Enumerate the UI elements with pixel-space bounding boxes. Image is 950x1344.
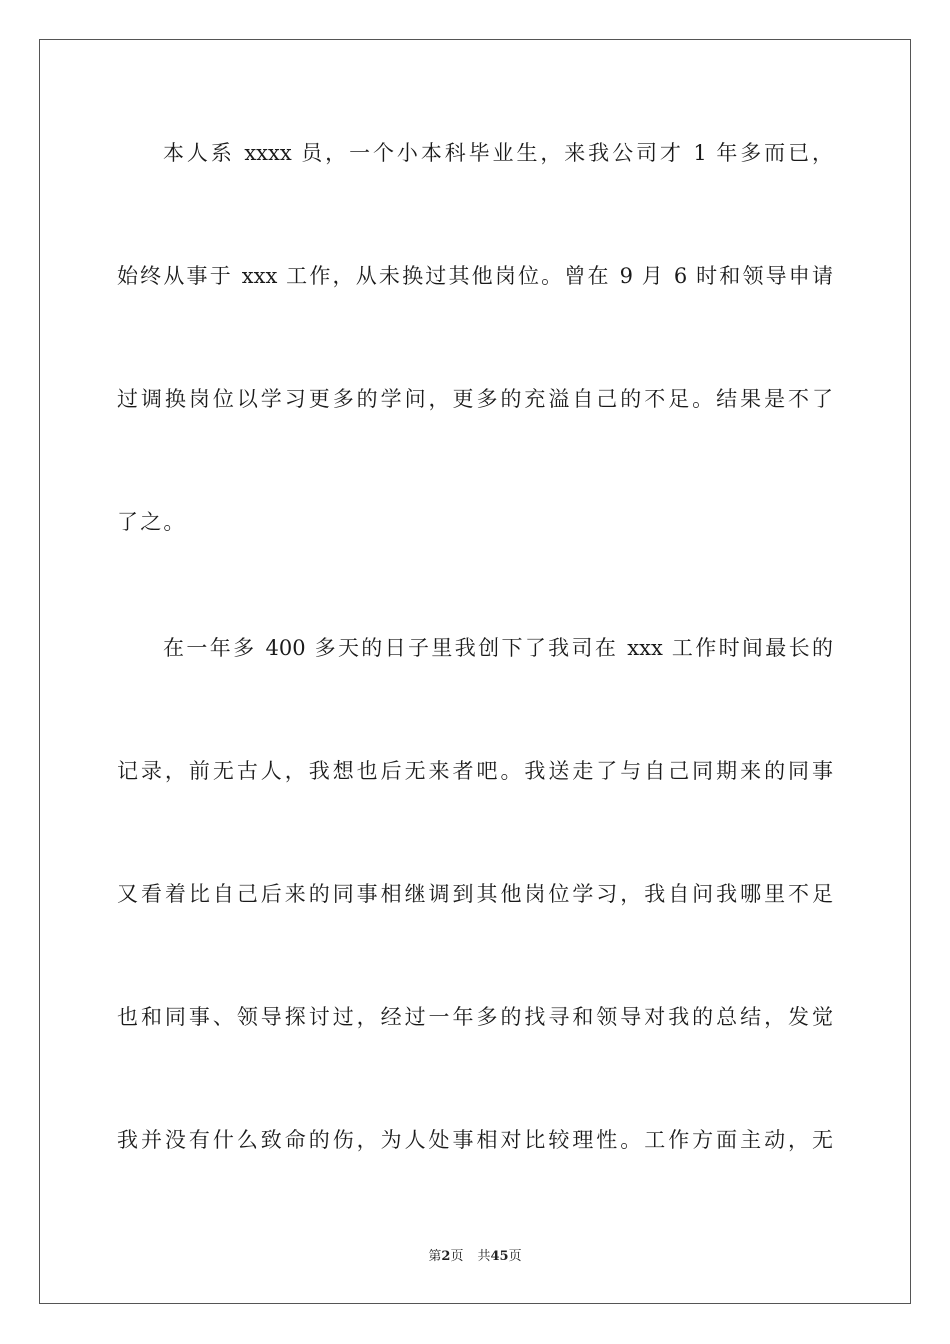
page-border bbox=[39, 39, 911, 1304]
paragraph-2-line-2: 记录，前无古人，我想也后无来者吧。我送走了与自己同期来的同事 bbox=[117, 759, 833, 783]
total-pages: 45 bbox=[490, 1249, 509, 1264]
page-number: 2 bbox=[441, 1249, 451, 1264]
paragraph-1-line-4: 了之。 bbox=[117, 510, 187, 534]
page-number-label: 第2页 bbox=[428, 1249, 464, 1264]
paragraph-1-line-2: 始终从事于 xxx 工作，从未换过其他岗位。曾在 9 月 6 时和领导申请 bbox=[117, 264, 833, 288]
paragraph-1-line-1: 本人系 xxxx 员，一个小本科毕业生，来我公司才 1 年多而已， bbox=[163, 141, 833, 165]
total-pages-label: 共45页 bbox=[477, 1249, 522, 1264]
paragraph-2-line-4: 也和同事、领导探讨过，经过一年多的找寻和领导对我的总结，发觉 bbox=[117, 1005, 833, 1029]
page-footer bbox=[0, 1248, 950, 1266]
paragraph-1-line-3: 过调换岗位以学习更多的学问，更多的充溢自己的不足。结果是不了 bbox=[117, 387, 833, 411]
paragraph-2-line-5: 我并没有什么致命的伤，为人处事相对比较理性。工作方面主动，无 bbox=[117, 1128, 833, 1152]
paragraph-2-line-3: 又看着比自己后来的同事相继调到其他岗位学习，我自问我哪里不足 bbox=[117, 882, 833, 906]
paragraph-2-line-1: 在一年多 400 多天的日子里我创下了我司在 xxx 工作时间最长的 bbox=[163, 636, 833, 660]
